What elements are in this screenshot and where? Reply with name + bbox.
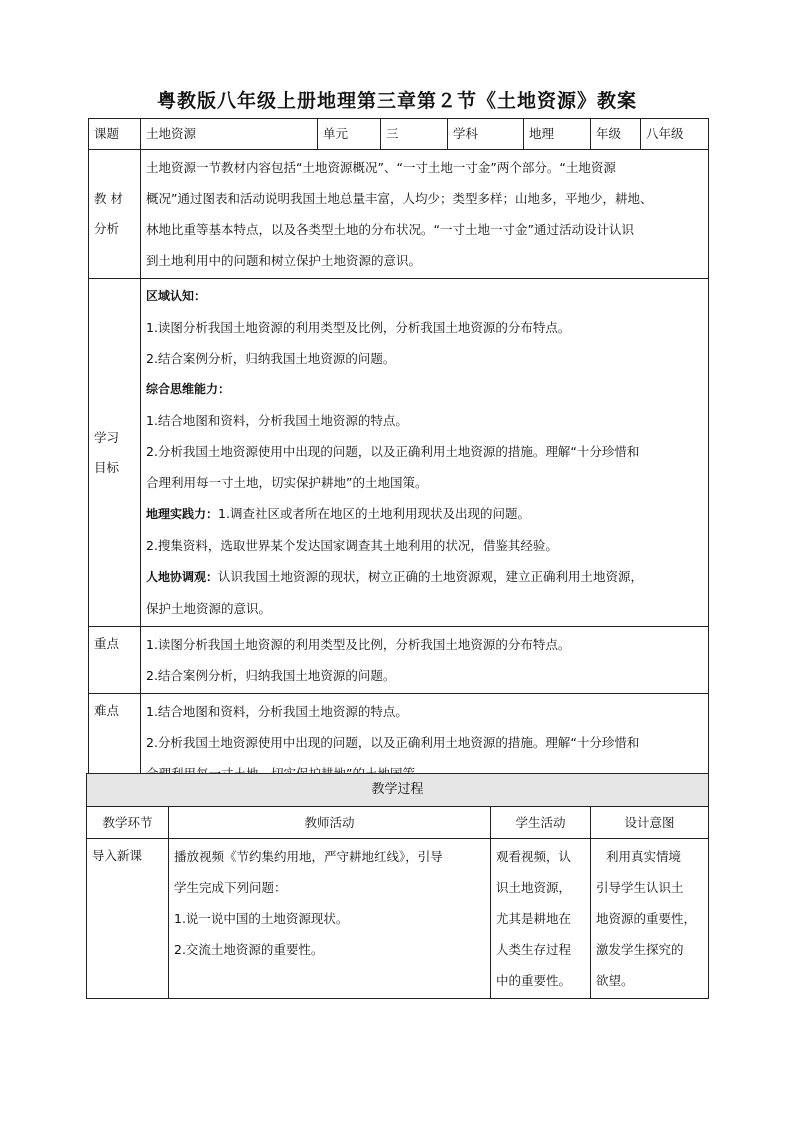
teaching-process-table bbox=[86, 773, 709, 999]
goal-line: 1.读图分析我国土地资源的利用类型及比例，分析我国土地资源的分布特点。 bbox=[146, 320, 571, 335]
analysis-line: 概况”通过图表和活动说明我国土地总量丰富，人均少；类型多样；山地多，平地少，耕地、 bbox=[146, 191, 653, 206]
region-heading: 区域认知： bbox=[146, 289, 207, 303]
student-line: 尤其是耕地在 bbox=[496, 911, 572, 926]
student-line: 识土地资源， bbox=[496, 880, 572, 895]
col-student-header: 学生活动 bbox=[491, 807, 591, 839]
page-title: 粤教版八年级上册地理第三章第２节《土地资源》教案 bbox=[156, 90, 637, 112]
col-teacher-header: 教师活动 bbox=[169, 807, 491, 839]
harmony-line bbox=[146, 561, 703, 593]
grade-value: 八年级 bbox=[641, 119, 709, 150]
analysis-line: 林地比重等基本特点，以及各类型土地的分布状况。“一寸土地一寸金”通过活动设计认识 bbox=[146, 222, 634, 237]
goals-label-line-2: 目标 bbox=[94, 459, 120, 475]
key-point-line: 2.结合案例分析，归纳我国土地资源的问题。 bbox=[146, 668, 396, 683]
harmony-heading: 人地协调观： bbox=[146, 570, 219, 584]
student-line: 中的重要性。 bbox=[496, 973, 572, 988]
goal-line: 2.分析我国土地资源使用中出现的问题，以及正确利用土地资源的措施。理解“十分珍惜和 bbox=[146, 444, 640, 459]
difficult-point-line: 1.结合地图和资料，分析我国土地资源的特点。 bbox=[146, 704, 408, 719]
design-line: 地资源的重要性， bbox=[596, 911, 697, 926]
goal-line: 1.结合地图和资料，分析我国土地资源的特点。 bbox=[146, 413, 408, 428]
course-label: 课题 bbox=[89, 119, 141, 150]
course-value: 土地资源 bbox=[141, 119, 318, 150]
difficult-point-line: 2.分析我国土地资源使用中出现的问题，以及正确利用土地资源的措施。理解“十分珍惜和 bbox=[146, 735, 640, 750]
unit-value: 三 bbox=[381, 119, 448, 150]
practice-line bbox=[146, 498, 703, 530]
difficult-points-label: 难点 bbox=[89, 694, 141, 792]
process-heading: 教学过程 bbox=[87, 774, 709, 807]
teacher-line: 2.交流土地资源的重要性。 bbox=[174, 942, 324, 957]
design-line: 欲望。 bbox=[596, 973, 634, 988]
unit-label: 单元 bbox=[318, 119, 381, 150]
goals-label-line-1: 学习 bbox=[94, 429, 120, 445]
goal-text: 1.调查社区或者所在地区的土地利用现状及出现的问题。 bbox=[218, 506, 530, 521]
design-line: 引导学生认识土 bbox=[596, 880, 684, 895]
design-line: 激发学生探究的 bbox=[596, 942, 684, 957]
student-line: 观看视频，认 bbox=[496, 849, 572, 864]
key-points-label: 重点 bbox=[89, 627, 141, 694]
goals-label bbox=[89, 279, 141, 627]
student-line: 人类生存过程 bbox=[496, 942, 572, 957]
col-design-header: 设计意图 bbox=[591, 807, 709, 839]
goal-line: 合理利用每一寸土地，切实保护耕地”的土地国策。 bbox=[146, 475, 428, 490]
design-intent-cell bbox=[591, 839, 709, 999]
subject-label: 学科 bbox=[448, 119, 524, 150]
stage-cell: 导入新课 bbox=[87, 839, 169, 999]
key-point-line: 1.读图分析我国土地资源的利用类型及比例，分析我国土地资源的分布特点。 bbox=[146, 637, 571, 652]
design-line: 利用真实情境 bbox=[606, 849, 682, 864]
teacher-activity-cell bbox=[169, 839, 491, 999]
lesson-info-table bbox=[88, 118, 709, 792]
analysis-content bbox=[141, 150, 709, 279]
teacher-line: 学生完成下列问题： bbox=[174, 880, 287, 895]
analysis-label-line-1: 教 材 bbox=[94, 191, 123, 206]
analysis-line: 到土地利用中的问题和树立保护土地资源的意识。 bbox=[146, 253, 422, 268]
analysis-label-line-2: 分析 bbox=[94, 221, 120, 236]
practice-heading: 地理实践力： bbox=[146, 507, 219, 521]
key-points-content bbox=[141, 627, 709, 694]
teacher-line: 1.说一说中国的土地资源现状。 bbox=[174, 911, 349, 926]
analysis-label bbox=[89, 150, 141, 279]
goal-text: 认识我国土地资源的现状，树立正确的土地资源观，建立正确利用土地资源， bbox=[218, 569, 644, 584]
goals-content bbox=[141, 279, 709, 627]
student-activity-cell bbox=[491, 839, 591, 999]
teacher-line: 播放视频《节约集约用地，严守耕地红线》，引导 bbox=[174, 849, 443, 864]
goal-line: 2.结合案例分析，归纳我国土地资源的问题。 bbox=[146, 351, 396, 366]
goal-line: 保护土地资源的意识。 bbox=[146, 601, 272, 616]
analysis-line: 土地资源一节教材内容包括“土地资源概况”、“一寸土地一寸金”两个部分。“土地资源 bbox=[146, 160, 616, 175]
grade-label: 年级 bbox=[591, 119, 641, 150]
subject-value: 地理 bbox=[524, 119, 591, 150]
col-stage-header: 教学环节 bbox=[87, 807, 169, 839]
synthesis-heading: 综合思维能力： bbox=[146, 382, 231, 396]
goal-line: 2.搜集资料，选取世界某个发达国家调查其土地利用的状况，借鉴其经验。 bbox=[146, 538, 558, 553]
